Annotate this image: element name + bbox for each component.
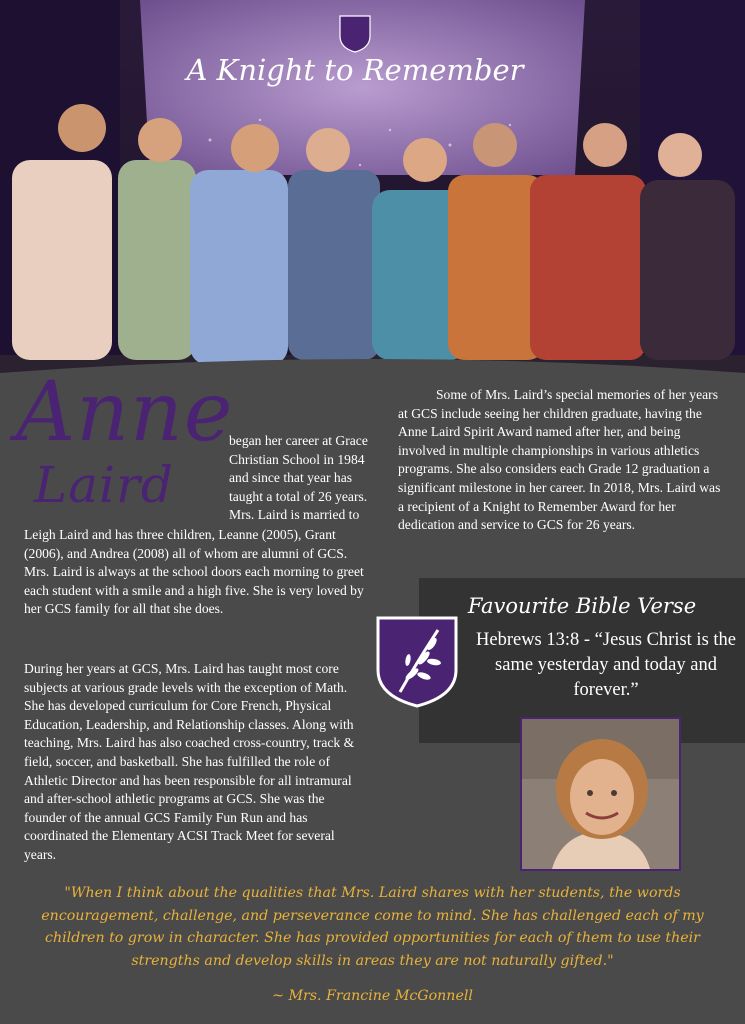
first-name: Anne: [16, 365, 234, 460]
career-paragraph: During her years at GCS, Mrs. Laird has taught most core subjects at various grade levels with the exception of Math. She has developed curriculum for Core French, Physical Education, Leadership, and Relationship classes. Along with teaching, Mrs. Laird has also coached cross-country, track & field, soccer, and basketball. She has fulfilled the role of Athletic Director and has been responsible for all intramural and after-school athletic programs at GCS. She was the founder of the annual GCS Family Fun Run and has coordinated the Elementary ACSI Track Meet for several years.: [24, 661, 355, 862]
portrait-photo: [520, 717, 681, 871]
bible-verse-text: Hebrews 13:8 - “Jesus Christ is the same yesterday and today and forever.”: [476, 630, 736, 700]
testimonial-quote: "When I think about the qualities that Mrs. Laird shares with her students, the words encouragement, challenge, and perseverance come to mind. She has challenged each of my children to grow in character. She has provided opportunities for each of them to use their strengths and develop skills in areas they are not naturally gifted.": [41, 885, 704, 969]
banner-title: A Knight to Remember: [186, 53, 524, 87]
intro-text-right: began her career at Grace Christian School in 1984 and since that year has taught a total of 26 years. Mrs. Laird is married to: [229, 433, 368, 523]
memories-paragraph: Some of Mrs. Laird’s special memories of her years at GCS include seeing her children graduate, having the Anne Laird Spirit Award named after her, and being involved in multiple championships in various athletics programs. She also considers each Grade 12 graduation a significant milestone in her career. In 2018, Mrs. Laird was a recipient of a Knight to Remember Award for her dedication and service to GCS for 26 years.: [398, 387, 721, 533]
last-name: Laird: [34, 456, 174, 514]
testimonial-author: ~ Mrs. Francine McGonnell: [272, 988, 473, 1004]
school-crest-icon: [372, 612, 462, 710]
intro-text-continued: Leigh Laird and has three children, Leanne (2005), Grant (2006), and Andrea (2008) all of whom are alumni of GCS. Mrs. Laird is always at the school doors each morning to greet each student with a smile and a high five. She is very loved by her GCS family for all that she does.: [24, 527, 364, 617]
bible-verse-heading: Favourite Bible Verse: [467, 594, 697, 618]
